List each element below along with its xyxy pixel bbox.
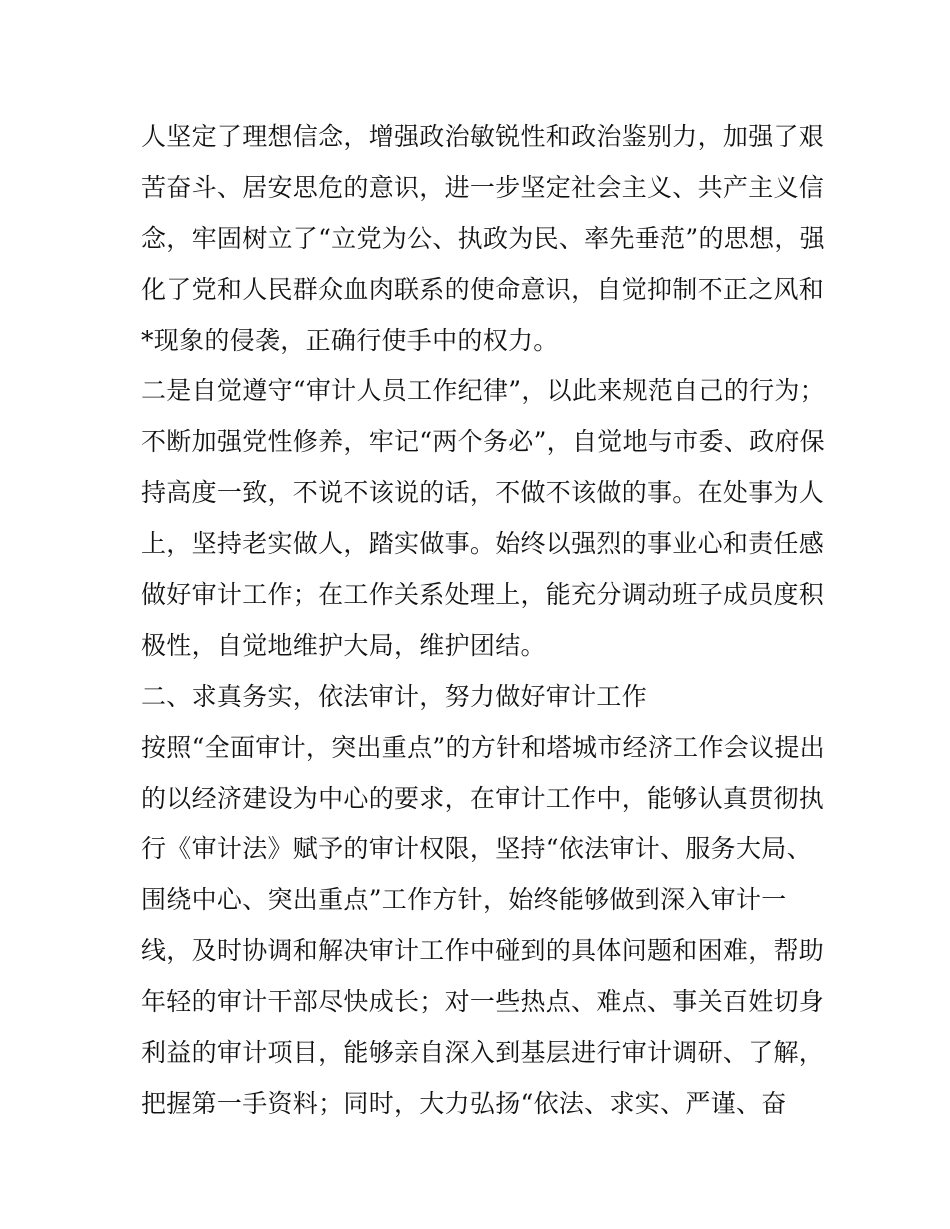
text-line-4: 化了党和人民群众血肉联系的使命意识，自觉抑制不正之风和 bbox=[141, 274, 825, 304]
text-line-18: 年轻的审计干部尽快成长；对一些热点、难点、事关百姓切身 bbox=[141, 987, 825, 1017]
text-line-19: 利益的审计项目，能够亲自深入到基层进行审计调研、了解， bbox=[141, 1038, 825, 1068]
document-body bbox=[141, 112, 841, 1130]
text-line-13: 按照“全面审计，突出重点”的方针和塔城市经济工作会议提出 bbox=[141, 732, 825, 762]
text-line-9: 上，坚持老实做人，踏实做事。始终以强烈的事业心和责任感 bbox=[141, 529, 825, 559]
text-line-11: 极性，自觉地维护大局，维护团结。 bbox=[141, 630, 546, 660]
text-line-8: 持高度一致，不说不该说的话，不做不该做的事。在处事为人 bbox=[141, 478, 825, 508]
text-line-5: *现象的侵袭，正确行使手中的权力。 bbox=[141, 325, 559, 355]
text-line-20: 把握第一手资料；同时，大力弘扬“依法、求实、严谨、奋 bbox=[141, 1088, 787, 1118]
text-line-14: 的以经济建设为中心的要求，在审计工作中，能够认真贯彻执 bbox=[141, 783, 825, 813]
text-line-3: 念，牢固树立了“立党为公、执政为民、率先垂范”的思想，强 bbox=[141, 223, 825, 253]
text-line-6: 二是自觉遵守“审计人员工作纪律”，以此来规范自己的行为； bbox=[141, 376, 825, 406]
text-line-1: 人坚定了理想信念，增强政治敏锐性和政治鉴别力，加强了艰 bbox=[141, 122, 825, 151]
section-heading: 二、求真务实，依法审计，努力做好审计工作 bbox=[141, 681, 648, 711]
text-line-7: 不断加强党性修养，牢记“两个务必”，自觉地与市委、政府保 bbox=[141, 427, 825, 457]
text-line-15: 行《审计法》赋予的审计权限，坚持“依法审计、服务大局、 bbox=[141, 834, 812, 864]
text-line-2: 苦奋斗、居安思危的意识，进一步坚定社会主义、共产主义信 bbox=[141, 172, 825, 202]
text-line-10: 做好审计工作；在工作关系处理上，能充分调动班子成员度积 bbox=[141, 580, 825, 610]
text-line-17: 线，及时协调和解决审计工作中碰到的具体问题和困难，帮助 bbox=[141, 936, 825, 966]
text-line-16: 围绕中心、突出重点”工作方针，始终能够做到深入审计一 bbox=[141, 885, 787, 915]
